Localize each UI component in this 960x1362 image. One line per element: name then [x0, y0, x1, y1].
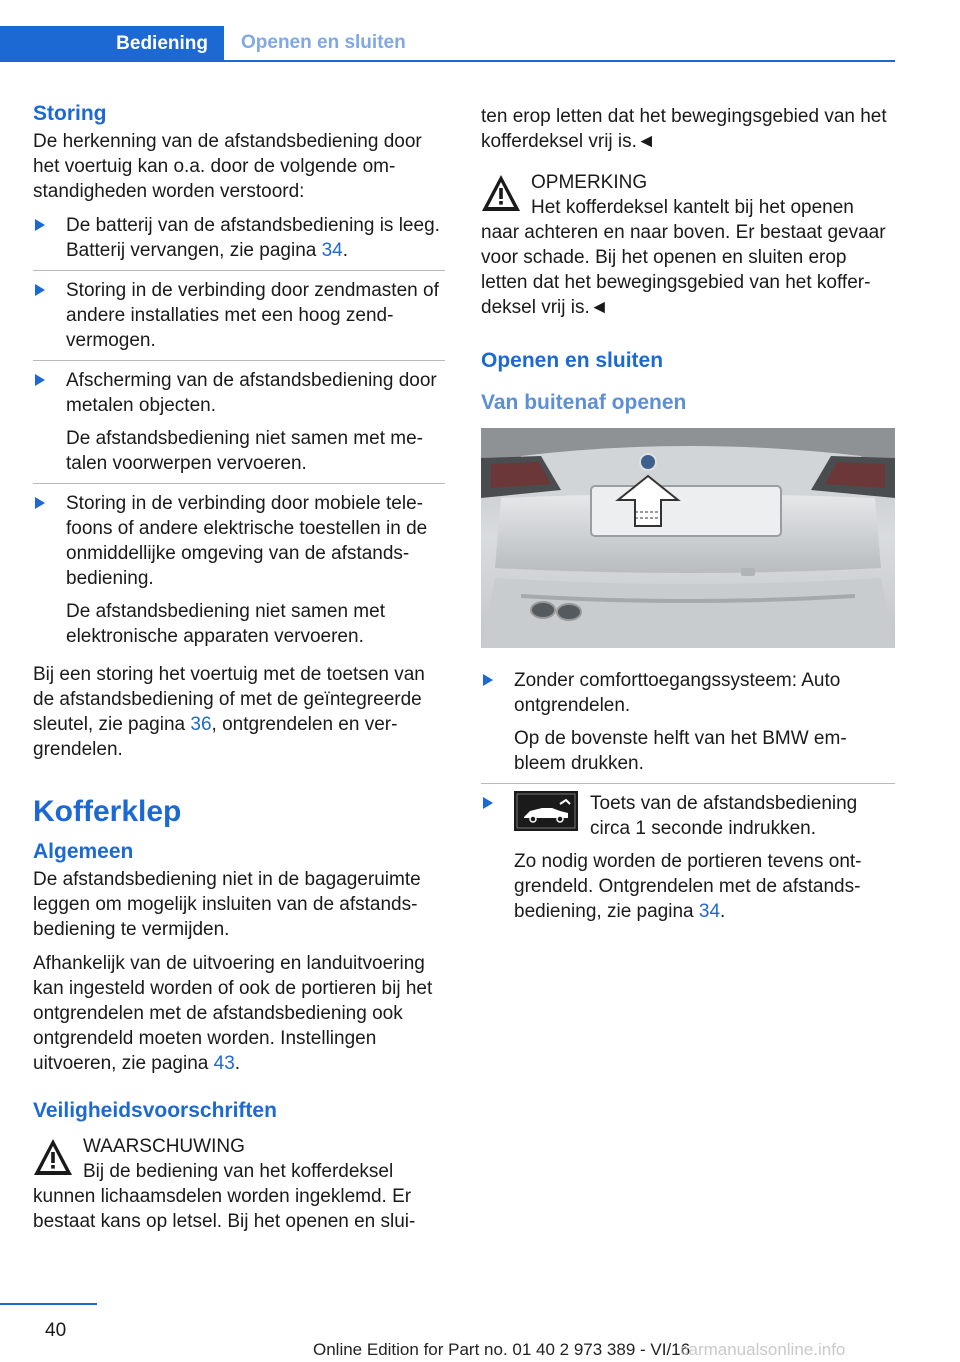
list-item-text-post: .	[342, 240, 349, 261]
triangle-bullet-icon	[35, 374, 45, 386]
buitenaf-heading: Van buitenaf openen	[481, 391, 687, 414]
list-item	[33, 270, 445, 360]
warning-label: WAARSCHUWING	[83, 1136, 245, 1157]
page-ref-link[interactable]: 34	[321, 240, 343, 261]
step2-head	[514, 791, 895, 841]
list-item-text: Storing in de verbinding door zendmasten of andere installaties met een hoog zend-vermogen.	[66, 280, 439, 351]
storing-heading: Storing	[33, 102, 107, 125]
algemeen-p1: De afstandsbediening niet in de bagageruimte leggen om mogelijk insluiten van de afstands-bediening te vermijden.	[33, 869, 421, 940]
page-ref-link[interactable]: 34	[698, 901, 721, 922]
page-ref-link[interactable]: 43	[213, 1053, 235, 1074]
list-item	[33, 483, 445, 656]
notice-block	[481, 170, 895, 320]
list-item-text: Zonder comforttoegangssysteem: Auto ontgrendelen.	[514, 670, 841, 716]
storing-end	[33, 662, 445, 762]
kofferklep-heading: Kofferklep	[33, 795, 182, 828]
storing-end-post: , ontgrendelen en ver-grendelen.	[33, 714, 398, 760]
openen-steps-list	[481, 668, 895, 931]
footer-divider	[0, 1303, 97, 1305]
step2-text-pre: Zo nodig worden de portieren tevens ont-grendeld. Ontgrendelen met de afstands-bediening, zie pagina	[514, 851, 862, 922]
triangle-bullet-icon	[35, 219, 45, 231]
warning-text: Bij de bediening van het kofferdeksel kunnen lichaamsdelen worden ingeklemd. Er bestaat kans op letsel. Bij het openen en slui-	[33, 1161, 416, 1232]
veiligheid-heading: Veiligheidsvoorschriften	[33, 1099, 277, 1122]
algemeen-p2-pre: Afhankelijk van de uitvoering en landuitvoering kan ingesteld worden of ook de portieren bij het ontgrendelen met de afstandsbediening ook ontgrendeld moeten worden. Instellingen uitvoeren, zie pagina	[33, 953, 433, 1074]
list-item-subtext: De afstandsbediening niet samen met elektronische apparaten vervoeren.	[66, 601, 385, 647]
list-item	[481, 783, 895, 931]
list-item-subtext	[514, 849, 895, 924]
notice-label: OPMERKING	[531, 172, 648, 193]
warning-triangle-icon	[33, 1138, 73, 1176]
storing-end-pre: Bij een storing het voertuig met de toetsen van de afstandsbediening of met de geïntegreerde sleutel, zie pagina	[33, 664, 425, 735]
watermark: carmanualsonline.info	[680, 1340, 846, 1359]
storing-list	[33, 213, 445, 656]
tab-openen-en-sluiten: Openen en sluiten	[224, 26, 895, 62]
list-item-subtext: Op de bovenste helft van het BMW em-bleem drukken.	[514, 728, 847, 774]
left-column	[33, 100, 445, 1243]
list-item-text: Toets van de afstandsbediening circa 1 seconde indrukken.	[590, 793, 858, 839]
warning-continuation: ten erop letten dat het bewegingsgebied van het kofferdeksel vrij is.◄	[481, 106, 887, 152]
triangle-bullet-icon	[35, 497, 45, 509]
algemeen-p2-post: .	[234, 1053, 241, 1074]
tab-bediening: Bediening	[0, 26, 224, 62]
page-number: 40	[45, 1320, 67, 1341]
warning-triangle-icon	[481, 174, 521, 212]
list-item-text-pre: De batterij van de afstandsbediening is leeg. Batterij vervangen, zie pagina	[66, 215, 440, 261]
list-item-text: Afscherming van de afstandsbediening door metalen objecten.	[66, 370, 437, 416]
list-item	[481, 668, 895, 783]
warning-block	[33, 1134, 445, 1234]
notice-text: Het kofferdeksel kantelt bij het openen naar achteren en naar boven. Er bestaat gevaar voor schade. Bij het openen en sluiten erop letten dat het bewegingsgebied van het koffer-deksel vrij is.◄	[481, 197, 886, 318]
list-item	[33, 360, 445, 483]
openen-sluiten-heading: Openen en sluiten	[481, 349, 664, 372]
header-tabs	[0, 26, 895, 62]
right-column	[481, 104, 895, 937]
triangle-bullet-icon	[483, 674, 493, 686]
page-ref-link[interactable]: 36	[190, 714, 212, 735]
step2-text-post: .	[720, 901, 726, 922]
algemeen-p2	[33, 951, 445, 1076]
storing-intro: De herkenning van de afstandsbediening door het voertuig kan o.a. door de volgende om-standigheden worden verstoord:	[33, 131, 422, 202]
list-item	[33, 213, 445, 270]
list-item-text: Storing in de verbinding door mobiele tele-foons of andere elektrische toestellen in de onmiddellijke omgeving van de afstands-bediening.	[66, 493, 428, 589]
trunk-key-icon	[514, 791, 578, 831]
list-item-subtext: De afstandsbediening niet samen met me-talen voorwerpen vervoeren.	[66, 428, 423, 474]
triangle-bullet-icon	[35, 284, 45, 296]
triangle-bullet-icon	[483, 797, 493, 809]
list-item-text	[66, 213, 445, 263]
algemeen-heading: Algemeen	[33, 840, 134, 863]
car-rear-photo	[481, 428, 895, 648]
edition-text: Online Edition for Part no. 01 40 2 973 389 - VI/16	[313, 1340, 691, 1359]
